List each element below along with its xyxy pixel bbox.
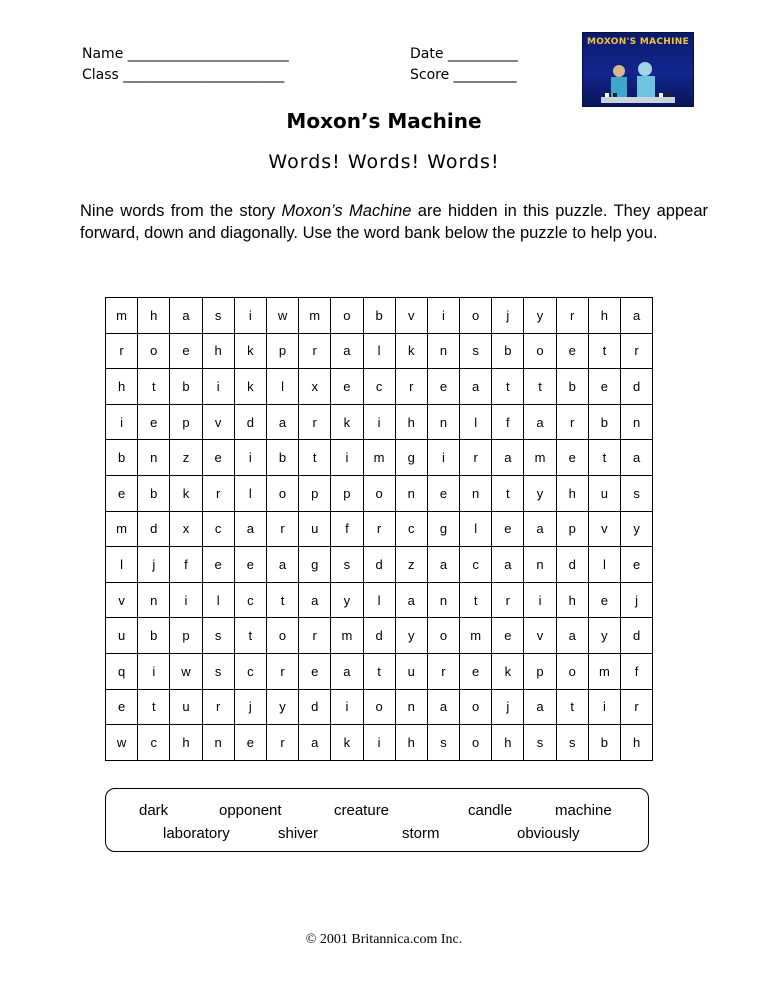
grid-cell[interactable]: l: [106, 547, 138, 583]
grid-cell[interactable]: a: [524, 689, 556, 725]
grid-cell[interactable]: s: [556, 725, 588, 761]
grid-cell[interactable]: p: [170, 618, 202, 654]
grid-cell[interactable]: d: [299, 689, 331, 725]
grid-cell[interactable]: j: [138, 547, 170, 583]
grid-cell[interactable]: a: [170, 298, 202, 334]
grid-row: [106, 404, 653, 440]
grid-cell[interactable]: n: [460, 475, 492, 511]
grading-info: [410, 44, 518, 86]
grid-cell[interactable]: d: [621, 369, 653, 405]
grid-cell[interactable]: d: [621, 618, 653, 654]
grid-cell[interactable]: g: [427, 511, 459, 547]
grid-cell[interactable]: e: [556, 440, 588, 476]
grid-cell[interactable]: e: [299, 653, 331, 689]
grid-cell[interactable]: a: [460, 369, 492, 405]
grid-cell[interactable]: a: [395, 582, 427, 618]
grid-cell[interactable]: m: [299, 298, 331, 334]
grid-cell[interactable]: s: [427, 725, 459, 761]
student-info: [82, 44, 289, 86]
grid-cell[interactable]: o: [138, 333, 170, 369]
grid-cell[interactable]: y: [621, 511, 653, 547]
grid-cell[interactable]: h: [395, 404, 427, 440]
grid-cell[interactable]: k: [234, 333, 266, 369]
grid-cell[interactable]: e: [106, 689, 138, 725]
grid-cell[interactable]: a: [556, 618, 588, 654]
grid-cell[interactable]: o: [460, 298, 492, 334]
grid-cell[interactable]: o: [460, 725, 492, 761]
grid-cell[interactable]: e: [234, 725, 266, 761]
grid-cell[interactable]: t: [138, 689, 170, 725]
word-bank-item: shiver: [278, 825, 319, 842]
grid-cell[interactable]: o: [331, 298, 363, 334]
grid-cell[interactable]: b: [556, 369, 588, 405]
grid-cell[interactable]: o: [266, 475, 298, 511]
grid-cell[interactable]: r: [202, 475, 234, 511]
grid-row: [106, 689, 653, 725]
word-bank-item: laboratory: [163, 825, 230, 842]
grid-cell[interactable]: h: [621, 725, 653, 761]
grid-cell[interactable]: r: [106, 333, 138, 369]
grid-cell[interactable]: v: [202, 404, 234, 440]
grid-cell[interactable]: e: [588, 369, 620, 405]
grid-cell[interactable]: i: [331, 689, 363, 725]
grid-cell[interactable]: f: [621, 653, 653, 689]
grid-cell[interactable]: a: [621, 440, 653, 476]
grid-cell[interactable]: h: [492, 725, 524, 761]
grid-cell[interactable]: c: [363, 369, 395, 405]
grid-cell[interactable]: m: [460, 618, 492, 654]
grid-cell[interactable]: b: [588, 725, 620, 761]
grid-cell[interactable]: e: [202, 440, 234, 476]
grid-cell[interactable]: a: [427, 547, 459, 583]
grid-cell[interactable]: r: [299, 618, 331, 654]
grid-cell[interactable]: r: [363, 511, 395, 547]
grid-cell[interactable]: v: [395, 298, 427, 334]
grid-cell[interactable]: p: [556, 511, 588, 547]
grid-cell[interactable]: t: [524, 369, 556, 405]
moxons-machine-logo: [582, 32, 694, 107]
grid-cell[interactable]: a: [492, 547, 524, 583]
grid-cell[interactable]: f: [492, 404, 524, 440]
grid-row: [106, 475, 653, 511]
grid-row: [106, 369, 653, 405]
grid-cell[interactable]: j: [621, 582, 653, 618]
instructions-text-end: are hidden in this puzzle. They appear forward, down and diagonally. Use the word bank below the puzzle to help you.: [80, 202, 709, 242]
grid-cell[interactable]: k: [331, 725, 363, 761]
grid-cell[interactable]: r: [266, 653, 298, 689]
grid-cell[interactable]: a: [524, 404, 556, 440]
grid-cell[interactable]: t: [460, 582, 492, 618]
score-field[interactable]: Score _________: [410, 67, 517, 83]
grid-cell[interactable]: l: [266, 369, 298, 405]
grid-cell[interactable]: t: [492, 475, 524, 511]
grid-row: [106, 511, 653, 547]
grid-cell[interactable]: s: [202, 618, 234, 654]
grid-cell[interactable]: o: [266, 618, 298, 654]
grid-cell[interactable]: v: [524, 618, 556, 654]
grid-cell[interactable]: r: [427, 653, 459, 689]
grid-cell[interactable]: i: [202, 369, 234, 405]
grid-cell[interactable]: k: [234, 369, 266, 405]
grid-row: [106, 298, 653, 334]
grid-cell[interactable]: m: [106, 511, 138, 547]
grid-cell[interactable]: n: [427, 582, 459, 618]
story-title: Moxon’s Machine: [281, 202, 412, 220]
date-field[interactable]: Date __________: [410, 46, 518, 62]
grid-cell[interactable]: w: [266, 298, 298, 334]
grid-cell[interactable]: l: [202, 582, 234, 618]
grid-cell[interactable]: n: [621, 404, 653, 440]
grid-cell[interactable]: i: [138, 653, 170, 689]
grid-cell[interactable]: o: [460, 689, 492, 725]
grid-cell[interactable]: t: [556, 689, 588, 725]
grid-cell[interactable]: w: [106, 725, 138, 761]
instructions-text-start: Nine words from the story: [80, 202, 282, 220]
grid-cell[interactable]: d: [363, 547, 395, 583]
grid-cell[interactable]: x: [299, 369, 331, 405]
grid-row: [106, 653, 653, 689]
grid-cell[interactable]: k: [395, 333, 427, 369]
grid-cell[interactable]: l: [363, 582, 395, 618]
grid-cell[interactable]: i: [363, 725, 395, 761]
grid-cell[interactable]: l: [460, 404, 492, 440]
class-field[interactable]: Class _______________________: [82, 67, 285, 83]
word-bank-item: dark: [139, 802, 169, 819]
grid-cell[interactable]: a: [266, 404, 298, 440]
grid-cell[interactable]: r: [556, 298, 588, 334]
grid-cell[interactable]: d: [234, 404, 266, 440]
grid-cell[interactable]: e: [234, 547, 266, 583]
word-bank-item: creature: [334, 802, 390, 819]
grid-cell[interactable]: e: [202, 547, 234, 583]
grid-cell[interactable]: e: [170, 333, 202, 369]
grid-cell[interactable]: c: [234, 653, 266, 689]
grid-cell[interactable]: i: [234, 440, 266, 476]
grid-cell[interactable]: n: [202, 725, 234, 761]
grid-cell[interactable]: t: [492, 369, 524, 405]
copyright-footer: © 2001 Britannica.com Inc.: [305, 932, 463, 947]
grid-cell[interactable]: n: [138, 582, 170, 618]
grid-cell[interactable]: a: [299, 725, 331, 761]
grid-cell[interactable]: i: [427, 298, 459, 334]
grid-cell[interactable]: k: [492, 653, 524, 689]
grid-cell[interactable]: h: [588, 298, 620, 334]
grid-cell[interactable]: d: [363, 618, 395, 654]
grid-cell[interactable]: s: [460, 333, 492, 369]
word-bank: [105, 788, 649, 852]
grid-cell[interactable]: u: [395, 653, 427, 689]
grid-cell[interactable]: a: [524, 511, 556, 547]
grid-cell[interactable]: n: [427, 404, 459, 440]
page-title: Moxon’s Machine: [286, 109, 482, 133]
grid-cell[interactable]: i: [524, 582, 556, 618]
grid-cell[interactable]: r: [299, 333, 331, 369]
grid-cell[interactable]: l: [363, 333, 395, 369]
grid-cell[interactable]: e: [106, 475, 138, 511]
grid-cell[interactable]: y: [588, 618, 620, 654]
grid-cell[interactable]: t: [266, 582, 298, 618]
grid-cell[interactable]: u: [106, 618, 138, 654]
grid-cell[interactable]: g: [299, 547, 331, 583]
grid-cell[interactable]: b: [138, 618, 170, 654]
word-bank-item: machine: [555, 802, 612, 819]
grid-cell[interactable]: t: [234, 618, 266, 654]
grid-cell[interactable]: p: [170, 404, 202, 440]
grid-cell[interactable]: y: [266, 689, 298, 725]
grid-cell[interactable]: i: [363, 404, 395, 440]
word-search-grid: [105, 297, 653, 761]
grid-cell[interactable]: p: [524, 653, 556, 689]
grid-cell[interactable]: z: [395, 547, 427, 583]
grid-cell[interactable]: e: [588, 582, 620, 618]
grid-cell[interactable]: r: [621, 689, 653, 725]
grid-cell[interactable]: l: [234, 475, 266, 511]
grid-cell[interactable]: c: [202, 511, 234, 547]
grid-cell[interactable]: h: [556, 475, 588, 511]
grid-row: [106, 725, 653, 761]
grid-cell[interactable]: a: [492, 440, 524, 476]
grid-cell[interactable]: k: [170, 475, 202, 511]
grid-cell[interactable]: h: [138, 298, 170, 334]
grid-cell[interactable]: a: [427, 689, 459, 725]
grid-cell[interactable]: h: [106, 369, 138, 405]
grid-row: [106, 618, 653, 654]
grid-cell[interactable]: r: [395, 369, 427, 405]
grid-cell[interactable]: i: [170, 582, 202, 618]
word-bank-item: candle: [468, 802, 513, 819]
grid-cell[interactable]: j: [234, 689, 266, 725]
grid-cell[interactable]: a: [621, 298, 653, 334]
grid-cell[interactable]: v: [588, 511, 620, 547]
grid-cell[interactable]: t: [363, 653, 395, 689]
grid-cell[interactable]: c: [138, 725, 170, 761]
grid-cell[interactable]: q: [106, 653, 138, 689]
grid-cell[interactable]: u: [588, 475, 620, 511]
grid-row: [106, 440, 653, 476]
grid-cell[interactable]: b: [170, 369, 202, 405]
grid-cell[interactable]: b: [138, 475, 170, 511]
grid-cell[interactable]: y: [331, 582, 363, 618]
word-bank-item: storm: [402, 825, 440, 842]
grid-cell[interactable]: z: [170, 440, 202, 476]
grid-cell[interactable]: o: [556, 653, 588, 689]
grid-cell[interactable]: t: [588, 333, 620, 369]
grid-cell[interactable]: n: [524, 547, 556, 583]
grid-cell[interactable]: a: [299, 582, 331, 618]
grid-cell[interactable]: d: [556, 547, 588, 583]
grid-cell[interactable]: o: [427, 618, 459, 654]
grid-cell[interactable]: s: [621, 475, 653, 511]
grid-cell[interactable]: s: [524, 725, 556, 761]
grid-cell[interactable]: p: [266, 333, 298, 369]
grid-cell[interactable]: m: [588, 653, 620, 689]
grid-cell[interactable]: r: [492, 582, 524, 618]
grid-cell[interactable]: a: [331, 333, 363, 369]
word-bank-item: obviously: [517, 825, 580, 842]
page-subtitle: Words! Words! Words!: [268, 151, 500, 173]
grid-cell[interactable]: i: [588, 689, 620, 725]
grid-cell[interactable]: e: [331, 369, 363, 405]
grid-cell[interactable]: n: [138, 440, 170, 476]
grid-cell[interactable]: y: [524, 475, 556, 511]
grid-cell[interactable]: s: [202, 653, 234, 689]
grid-cell[interactable]: n: [395, 689, 427, 725]
grid-cell[interactable]: e: [492, 511, 524, 547]
instructions: [80, 200, 708, 244]
word-bank-item: opponent: [219, 802, 282, 819]
grid-cell[interactable]: t: [299, 440, 331, 476]
grid-cell[interactable]: s: [202, 298, 234, 334]
grid-cell[interactable]: r: [460, 440, 492, 476]
grid-cell[interactable]: y: [524, 298, 556, 334]
grid-cell[interactable]: f: [331, 511, 363, 547]
grid-cell[interactable]: m: [106, 298, 138, 334]
grid-cell[interactable]: b: [106, 440, 138, 476]
logo-title: MOXON'S MACHINE: [586, 37, 690, 47]
grid-cell[interactable]: e: [460, 653, 492, 689]
grid-cell[interactable]: c: [460, 547, 492, 583]
grid-cell[interactable]: r: [556, 404, 588, 440]
grid-cell[interactable]: b: [363, 298, 395, 334]
grid-cell[interactable]: i: [234, 298, 266, 334]
grid-cell[interactable]: e: [427, 369, 459, 405]
grid-cell[interactable]: h: [202, 333, 234, 369]
grid-cell[interactable]: t: [588, 440, 620, 476]
grid-cell[interactable]: e: [492, 618, 524, 654]
grid-cell[interactable]: o: [363, 689, 395, 725]
grid-cell[interactable]: r: [266, 725, 298, 761]
grid-cell[interactable]: u: [170, 689, 202, 725]
grid-cell[interactable]: x: [170, 511, 202, 547]
grid-cell[interactable]: i: [331, 440, 363, 476]
grid-cell[interactable]: a: [234, 511, 266, 547]
grid-cell[interactable]: f: [170, 547, 202, 583]
grid-row: [106, 582, 653, 618]
grid-cell[interactable]: r: [266, 511, 298, 547]
grid-cell[interactable]: h: [556, 582, 588, 618]
grid-cell[interactable]: e: [621, 547, 653, 583]
grid-row: [106, 547, 653, 583]
grid-cell[interactable]: j: [492, 689, 524, 725]
grid-cell[interactable]: y: [395, 618, 427, 654]
grid-cell[interactable]: r: [202, 689, 234, 725]
grid-cell[interactable]: i: [427, 440, 459, 476]
grid-cell[interactable]: b: [266, 440, 298, 476]
grid-cell[interactable]: v: [106, 582, 138, 618]
grid-cell[interactable]: m: [331, 618, 363, 654]
name-field[interactable]: Name _______________________: [82, 46, 289, 62]
grid-cell[interactable]: i: [106, 404, 138, 440]
grid-cell[interactable]: l: [460, 511, 492, 547]
grid-cell[interactable]: h: [170, 725, 202, 761]
grid-cell[interactable]: k: [331, 404, 363, 440]
grid-cell[interactable]: j: [492, 298, 524, 334]
grid-cell[interactable]: n: [427, 333, 459, 369]
grid-cell[interactable]: e: [138, 404, 170, 440]
grid-cell[interactable]: p: [299, 475, 331, 511]
grid-row: [106, 333, 653, 369]
grid-cell[interactable]: s: [331, 547, 363, 583]
grid-cell[interactable]: e: [427, 475, 459, 511]
grid-cell[interactable]: e: [556, 333, 588, 369]
grid-cell[interactable]: t: [138, 369, 170, 405]
grid-cell[interactable]: g: [395, 440, 427, 476]
grid-cell[interactable]: u: [299, 511, 331, 547]
grid-cell[interactable]: m: [524, 440, 556, 476]
grid-cell[interactable]: b: [492, 333, 524, 369]
grid-cell[interactable]: r: [299, 404, 331, 440]
grid-cell[interactable]: c: [234, 582, 266, 618]
grid-cell[interactable]: r: [621, 333, 653, 369]
grid-cell[interactable]: b: [588, 404, 620, 440]
grid-cell[interactable]: c: [395, 511, 427, 547]
grid-cell[interactable]: a: [266, 547, 298, 583]
grid-cell[interactable]: d: [138, 511, 170, 547]
grid-cell[interactable]: h: [395, 725, 427, 761]
grid-cell[interactable]: w: [170, 653, 202, 689]
grid-cell[interactable]: m: [363, 440, 395, 476]
grid-cell[interactable]: l: [588, 547, 620, 583]
grid-cell[interactable]: p: [331, 475, 363, 511]
grid-cell[interactable]: n: [395, 475, 427, 511]
grid-cell[interactable]: a: [331, 653, 363, 689]
grid-cell[interactable]: o: [524, 333, 556, 369]
grid-cell[interactable]: o: [363, 475, 395, 511]
